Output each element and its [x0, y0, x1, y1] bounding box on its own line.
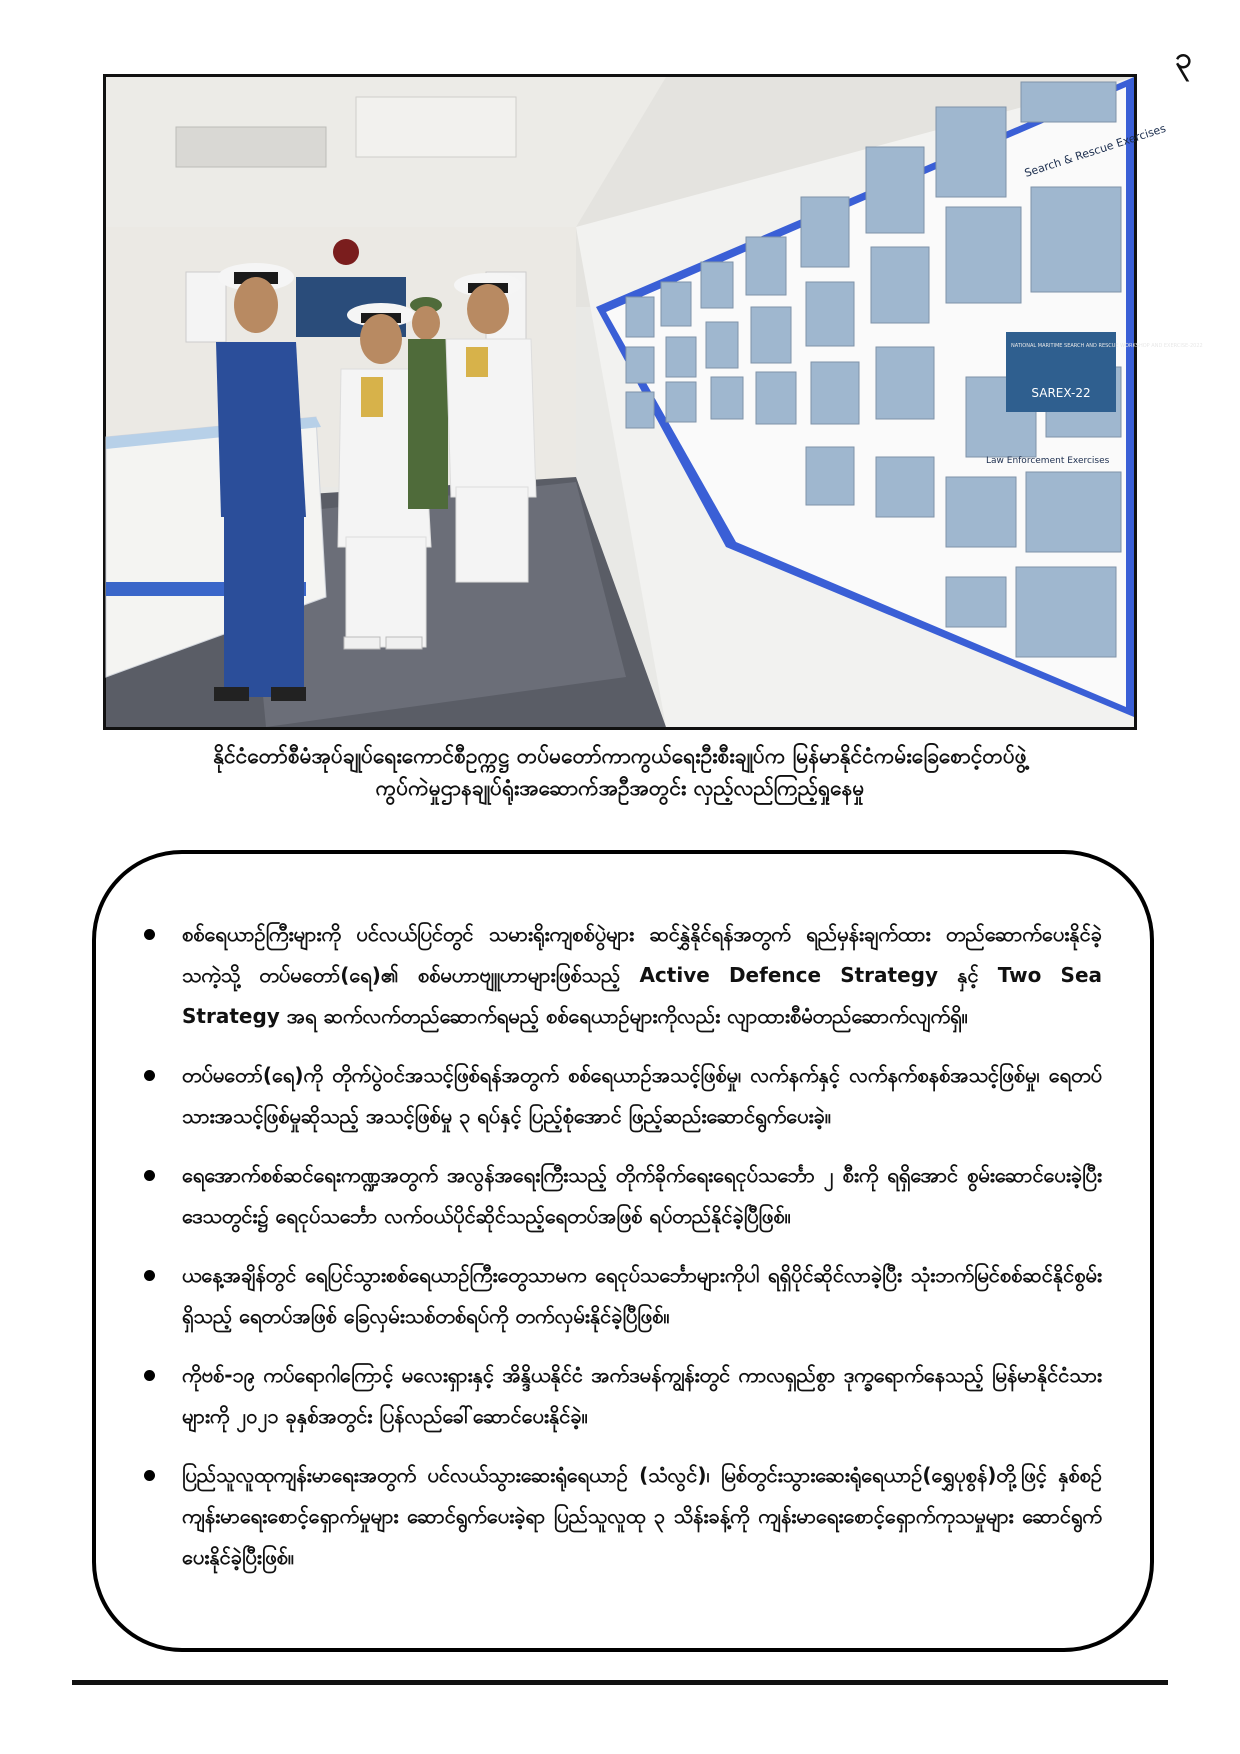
list-item	[144, 1355, 1102, 1437]
page-number: ၃	[1175, 41, 1192, 76]
sarex-label: SAREX-22	[1031, 386, 1091, 400]
bullet-icon	[144, 1170, 155, 1181]
bullet-icon	[144, 1370, 155, 1381]
law-enforcement-label: Law Enforcement Exercises	[986, 456, 1110, 466]
photo-caption	[120, 740, 1120, 804]
caption-line-2: ကွပ်ကဲမှုဌာနချုပ်ရုံးအဆောက်အဦအတွင်း လှည့်လည်ကြည့်ရှုနေမှု	[375, 776, 865, 800]
achievements-box	[92, 850, 1154, 1652]
list-item-text: စစ်ရေယာဉ်ကြီးများကို ပင်လယ်ပြင်တွင် သမားရိုးကျစစ်ပွဲများ ဆင်နွှဲနိုင်ရန်အတွက် ရည်မှန်းချက်ထား တည်ဆောက်ပေးနိုင်ခဲ့သကဲ့သို့ တပ်မတော်(ရေ)၏ စစ်မဟာဗျူဟာများဖြစ်သည့် Active Defence Strategy နှင့် Two Sea Strategy အရ ဆက်လက်တည်ဆောက်ရမည့် စစ်ရေယာဉ်များကိုလည်း လျာထားစီမံတည်ဆောက်လျက်ရှိ။	[182, 922, 1102, 1028]
photo-exhibition-hall	[103, 74, 1203, 730]
caption-line-1: နိုင်ငံတော်စီမံအုပ်ချုပ်ရေးကောင်စီဥက္ကဋ္ဌ တပ်မတော်ကာကွယ်ရေးဦးစီးချုပ်က မြန်မာနိုင်ငံကမ်းခြေစောင့်တပ်ဖွဲ့	[213, 744, 1027, 768]
bullet-icon	[144, 1470, 155, 1481]
bullet-icon	[144, 1270, 155, 1281]
list-item	[144, 1455, 1102, 1578]
bullet-icon	[144, 929, 155, 940]
list-item	[144, 1055, 1102, 1137]
footer-divider	[72, 1680, 1168, 1685]
photo-illustration	[106, 77, 1203, 727]
list-item-text: ကိုဗစ်-၁၉ ကပ်ရောဂါကြောင့် မလေးရှားနှင့် အိန္ဒိယနိုင်ငံ အက်ဒမန်ကျွန်းတွင် ကာလရှည်စွာ ဒုက္ခရောက်နေသည့် မြန်မာနိုင်ငံသားများကို ၂၀၂၁ ခုနှစ်အတွင်း ပြန်လည်ခေါ်ဆောင်ပေးနိုင်ခဲ့။	[182, 1363, 1102, 1428]
bullet-icon	[144, 1070, 155, 1081]
list-item	[144, 914, 1102, 1037]
list-item	[144, 1255, 1102, 1337]
sarex-sub-label: NATIONAL MARITIME SEARCH AND RESCUE WORKSHOP AND EXERCISE-2022	[1011, 343, 1203, 349]
list-item-text: ပြည်သူလူထုကျန်းမာရေးအတွက် ပင်လယ်သွားဆေးရုံရေယာဉ် (သံလွင်)၊ မြစ်တွင်းသွားဆေးရုံရေယာဉ်(ရွှေပုစွန်)တို့ဖြင့် နှစ်စဉ်ကျန်းမာရေးစောင့်ရှောက်မှုများ ဆောင်ရွက်ပေးခဲ့ရာ ပြည်သူလူထု ၃ သိန်းခန့်ကို ကျန်းမာရေးစောင့်ရှောက်ကုသမှုများ ဆောင်ရွက်ပေးနိုင်ခဲ့ပြီးဖြစ်။	[182, 1463, 1102, 1569]
achievements-list	[144, 914, 1102, 1596]
list-item	[144, 1155, 1102, 1237]
search-rescue-label: Search & Rescue Exercises	[1022, 121, 1168, 180]
list-item-text: ရေအောက်စစ်ဆင်ရေးကဏ္ဍအတွက် အလွန်အရေးကြီးသည့် တိုက်ခိုက်ရေးရေငုပ်သင်္ဘော ၂ စီးကို ရရှိအောင် စွမ်းဆောင်ပေးခဲ့ပြီး ဒေသတွင်း၌ ရေငုပ်သင်္ဘော လက်ဝယ်ပိုင်ဆိုင်သည့်ရေတပ်အဖြစ် ရပ်တည်နိုင်ခဲ့ပြီဖြစ်။	[182, 1163, 1102, 1228]
list-item-text: ယနေ့အချိန်တွင် ရေပြင်သွားစစ်ရေယာဉ်ကြီးတွေသာမက ရေငုပ်သင်္ဘောများကိုပါ ရရှိပိုင်ဆိုင်လာခဲ့ပြီး သုံးဘက်မြင်စစ်ဆင်နိုင်စွမ်းရှိသည့် ရေတပ်အဖြစ် ခြေလှမ်းသစ်တစ်ရပ်ကို တက်လှမ်းနိုင်ခဲ့ပြီဖြစ်။	[182, 1263, 1102, 1328]
list-item-text: တပ်မတော်(ရေ)ကို တိုက်ပွဲဝင်အသင့်ဖြစ်ရန်အတွက် စစ်ရေယာဉ်အသင့်ဖြစ်မှု၊ လက်နက်နှင့် လက်နက်စနစ်အသင့်ဖြစ်မှု၊ ရေတပ်သားအသင့်ဖြစ်မှုဆိုသည့် အသင့်ဖြစ်မှု ၃ ရပ်နှင့် ပြည့်စုံအောင် ဖြည့်ဆည်းဆောင်ရွက်ပေးခဲ့။	[182, 1063, 1102, 1128]
